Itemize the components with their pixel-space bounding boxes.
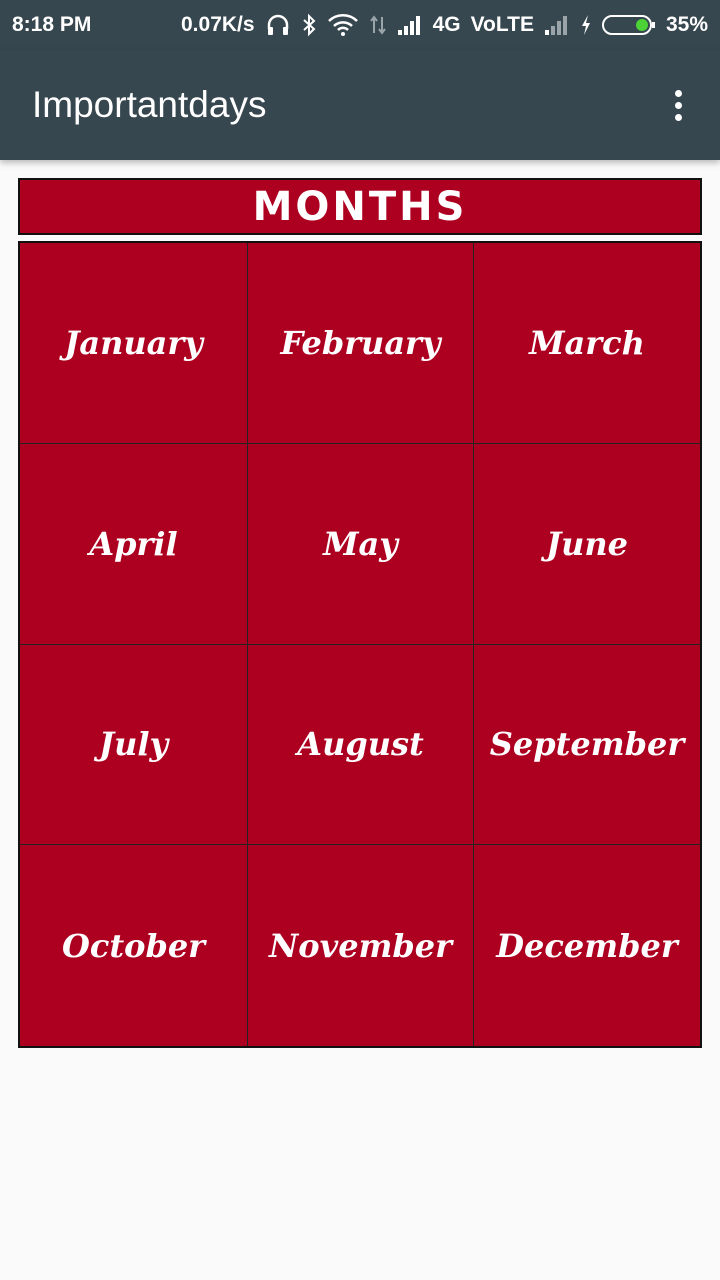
- network-type: 4G: [432, 13, 461, 36]
- month-tile-august[interactable]: August: [248, 645, 474, 846]
- month-tile-september[interactable]: September: [474, 645, 700, 846]
- bluetooth-icon: [301, 13, 317, 37]
- data-arrows-icon: [369, 13, 387, 37]
- month-tile-may[interactable]: May: [248, 444, 474, 645]
- status-bar: [0, 0, 720, 50]
- headphones-icon: [265, 13, 291, 37]
- month-tile-june[interactable]: June: [474, 444, 700, 645]
- net-speed: 0.07K/s: [181, 13, 255, 36]
- month-grid: [18, 241, 702, 1048]
- month-tile-april[interactable]: April: [20, 444, 248, 645]
- month-tile-july[interactable]: July: [20, 645, 248, 846]
- month-tile-october[interactable]: October: [20, 845, 248, 1046]
- month-tile-february[interactable]: February: [248, 243, 474, 444]
- month-tile-december[interactable]: December: [496, 926, 678, 965]
- signal-icon-2: [544, 14, 570, 36]
- months-header: MONTHS: [18, 178, 702, 235]
- app-title: Importantdays: [32, 84, 267, 125]
- battery-percent: 35%: [665, 13, 708, 36]
- month-tile-january[interactable]: January: [20, 243, 248, 444]
- signal-icon: [397, 14, 423, 36]
- month-tile-november[interactable]: November: [248, 845, 474, 1046]
- charging-icon: [580, 14, 592, 36]
- wifi-icon: [327, 13, 359, 37]
- app-bar: [0, 50, 720, 160]
- volte-label: VoLTE: [470, 13, 534, 36]
- more-vert-icon[interactable]: [658, 75, 698, 135]
- battery-icon: [602, 13, 656, 37]
- month-tile-march[interactable]: March: [474, 243, 700, 444]
- status-time: 8:18 PM: [12, 13, 92, 36]
